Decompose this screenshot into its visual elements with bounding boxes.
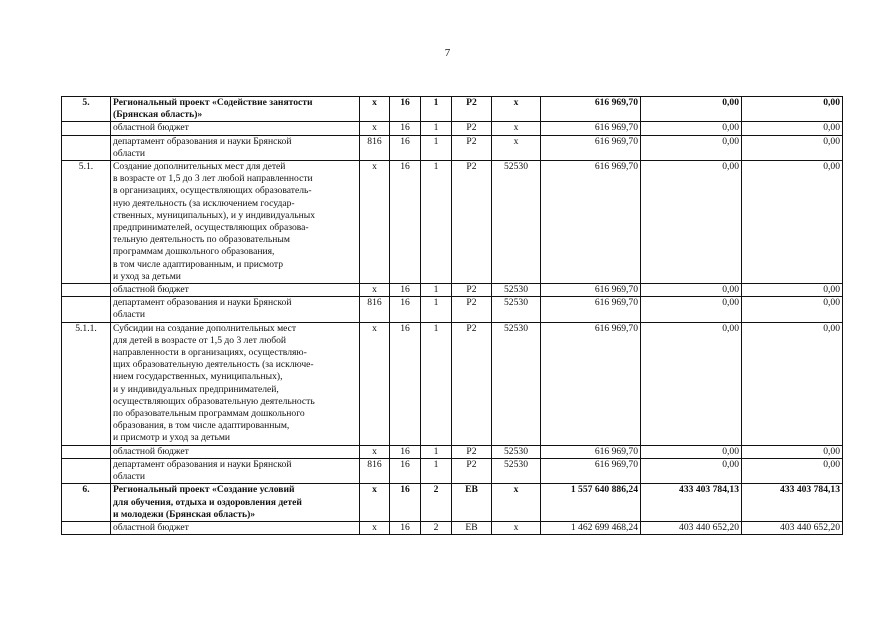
table-row <box>62 122 843 135</box>
code-direction: х <box>492 97 541 122</box>
amount-1: 1 557 640 886,24 <box>541 484 641 522</box>
row-description: Субсидии на создание дополнительных мест для детей в возрасте от 1,5 до 3 лет любой направленности в организациях, осуществляю- щих образовательную деятельность (за исключе- нием государственных, муниципальных), и у индивидуальных предпринимателей, осуществляющих образовательную деятельность по образовательным программам дошкольного образования, в том числе адаптированным, и присмотр и уход за детьми <box>111 322 360 445</box>
amount-2: 0,00 <box>641 161 742 284</box>
code-direction: 52530 <box>492 458 541 483</box>
code-gp: 16 <box>390 135 421 160</box>
code-pgp: 1 <box>421 161 452 284</box>
code-om: ЕВ <box>452 521 492 534</box>
code-om: Р2 <box>452 322 492 445</box>
amount-2: 0,00 <box>641 122 742 135</box>
amount-3: 0,00 <box>742 97 843 122</box>
row-number: 6. <box>62 484 111 522</box>
amount-1: 616 969,70 <box>541 445 641 458</box>
code-grbs: х <box>360 445 390 458</box>
table-row <box>62 521 843 534</box>
code-pgp: 1 <box>421 458 452 483</box>
code-pgp: 1 <box>421 284 452 297</box>
amount-3: 0,00 <box>742 284 843 297</box>
code-direction: 52530 <box>492 322 541 445</box>
row-description: областной бюджет <box>111 521 360 534</box>
code-pgp: 2 <box>421 484 452 522</box>
amount-3: 433 403 784,13 <box>742 484 843 522</box>
row-number <box>62 135 111 160</box>
code-grbs: х <box>360 97 390 122</box>
row-description: департамент образования и науки Брянской области <box>111 458 360 483</box>
amount-1: 1 462 699 468,24 <box>541 521 641 534</box>
code-pgp: 1 <box>421 322 452 445</box>
code-om: Р2 <box>452 135 492 160</box>
amount-1: 616 969,70 <box>541 297 641 322</box>
row-description: Региональный проект «Содействие занятости (Брянская область)» <box>111 97 360 122</box>
row-description: областной бюджет <box>111 284 360 297</box>
amount-3: 0,00 <box>742 161 843 284</box>
code-gp: 16 <box>390 284 421 297</box>
amount-2: 0,00 <box>641 297 742 322</box>
amount-2: 0,00 <box>641 97 742 122</box>
code-pgp: 1 <box>421 122 452 135</box>
row-description: областной бюджет <box>111 445 360 458</box>
code-om: Р2 <box>452 161 492 284</box>
amount-1: 616 969,70 <box>541 322 641 445</box>
row-description: департамент образования и науки Брянской области <box>111 297 360 322</box>
code-direction: 52530 <box>492 284 541 297</box>
code-grbs: 816 <box>360 458 390 483</box>
code-grbs: х <box>360 122 390 135</box>
table-row <box>62 445 843 458</box>
row-number <box>62 445 111 458</box>
row-description: Создание дополнительных мест для детей в возрасте от 1,5 до 3 лет любой направленности в организациях, осуществляющих образователь- ную деятельность (за исключением государ- ственных, муниципальных), и у индивидуальных предпринимателей, осуществляющих образова- тельную деятельность по образовательным программам дошкольного образования, в том числе адаптированным, и присмотр и уход за детьми <box>111 161 360 284</box>
amount-3: 0,00 <box>742 458 843 483</box>
row-description: Региональный проект «Создание условий для обучения, отдыха и оздоровления детей и молодежи (Брянская область)» <box>111 484 360 522</box>
code-gp: 16 <box>390 122 421 135</box>
code-grbs: х <box>360 484 390 522</box>
row-number <box>62 521 111 534</box>
table-row-item-5-1-1 <box>62 322 843 445</box>
amount-3: 403 440 652,20 <box>742 521 843 534</box>
code-gp: 16 <box>390 445 421 458</box>
code-om: Р2 <box>452 458 492 483</box>
amount-1: 616 969,70 <box>541 97 641 122</box>
budget-table <box>61 96 843 535</box>
code-gp: 16 <box>390 521 421 534</box>
table-row-project-5 <box>62 97 843 122</box>
table-row-item-5-1 <box>62 161 843 284</box>
code-grbs: х <box>360 521 390 534</box>
code-pgp: 1 <box>421 297 452 322</box>
page-number: 7 <box>444 47 451 59</box>
code-gp: 16 <box>390 458 421 483</box>
code-direction: 52530 <box>492 445 541 458</box>
code-grbs: х <box>360 284 390 297</box>
row-number: 5. <box>62 97 111 122</box>
code-grbs: х <box>360 322 390 445</box>
row-number <box>62 122 111 135</box>
code-gp: 16 <box>390 484 421 522</box>
amount-2: 0,00 <box>641 284 742 297</box>
code-om: Р2 <box>452 97 492 122</box>
code-gp: 16 <box>390 97 421 122</box>
amount-2: 0,00 <box>641 445 742 458</box>
code-grbs: 816 <box>360 297 390 322</box>
amount-3: 0,00 <box>742 297 843 322</box>
table-row <box>62 297 843 322</box>
row-number <box>62 458 111 483</box>
table-row <box>62 284 843 297</box>
code-direction: х <box>492 484 541 522</box>
row-description: департамент образования и науки Брянской области <box>111 135 360 160</box>
amount-2: 403 440 652,20 <box>641 521 742 534</box>
amount-1: 616 969,70 <box>541 122 641 135</box>
code-gp: 16 <box>390 322 421 445</box>
code-direction: 52530 <box>492 297 541 322</box>
amount-1: 616 969,70 <box>541 161 641 284</box>
amount-3: 0,00 <box>742 122 843 135</box>
amount-3: 0,00 <box>742 322 843 445</box>
code-direction: 52530 <box>492 161 541 284</box>
code-pgp: 1 <box>421 97 452 122</box>
row-number: 5.1.1. <box>62 322 111 445</box>
code-pgp: 2 <box>421 521 452 534</box>
amount-3: 0,00 <box>742 445 843 458</box>
row-number <box>62 284 111 297</box>
code-gp: 16 <box>390 297 421 322</box>
code-om: ЕВ <box>452 484 492 522</box>
code-grbs: 816 <box>360 135 390 160</box>
amount-2: 0,00 <box>641 322 742 445</box>
code-direction: х <box>492 521 541 534</box>
row-number: 5.1. <box>62 161 111 284</box>
amount-1: 616 969,70 <box>541 284 641 297</box>
code-om: Р2 <box>452 284 492 297</box>
code-om: Р2 <box>452 445 492 458</box>
amount-2: 0,00 <box>641 458 742 483</box>
row-description: областной бюджет <box>111 122 360 135</box>
amount-2: 433 403 784,13 <box>641 484 742 522</box>
amount-2: 0,00 <box>641 135 742 160</box>
amount-3: 0,00 <box>742 135 843 160</box>
amount-1: 616 969,70 <box>541 458 641 483</box>
table-row-project-6 <box>62 484 843 522</box>
code-gp: 16 <box>390 161 421 284</box>
code-om: Р2 <box>452 122 492 135</box>
code-direction: х <box>492 135 541 160</box>
code-grbs: х <box>360 161 390 284</box>
code-pgp: 1 <box>421 445 452 458</box>
code-direction: х <box>492 122 541 135</box>
amount-1: 616 969,70 <box>541 135 641 160</box>
table-row <box>62 135 843 160</box>
table-row <box>62 458 843 483</box>
code-om: Р2 <box>452 297 492 322</box>
code-pgp: 1 <box>421 135 452 160</box>
row-number <box>62 297 111 322</box>
